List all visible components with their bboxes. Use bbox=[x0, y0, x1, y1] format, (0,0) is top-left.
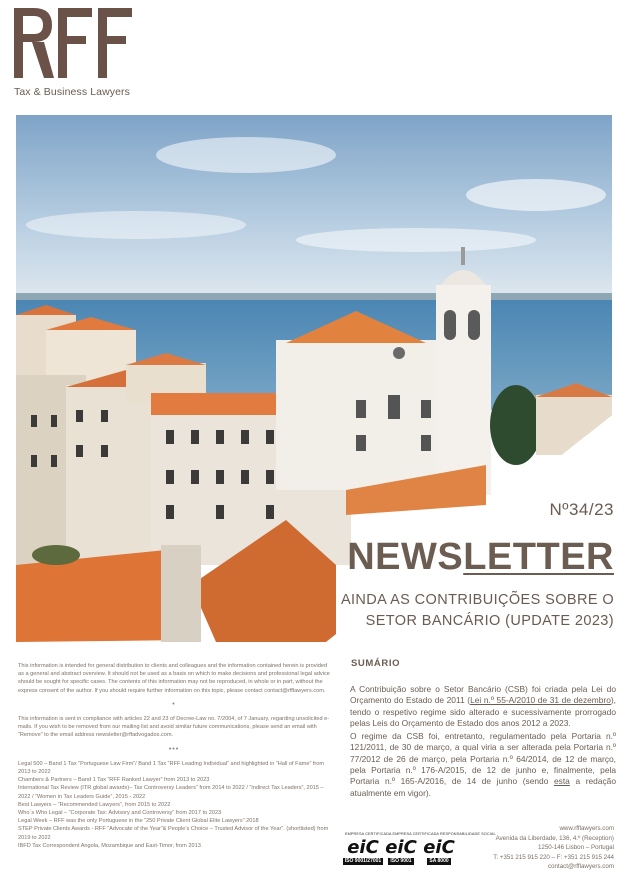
certification-caption: EMPRESA CERTIFICADA EMPRESA CERTIFICADA RESPONSABILIDADE SOCIAL bbox=[345, 832, 496, 836]
certification-standard: SA 8000 bbox=[429, 858, 449, 864]
certification-logos bbox=[344, 832, 496, 872]
award-item: Best Lawyers – “Recommended Lawyers”, from 2015 to 2022 bbox=[18, 801, 171, 808]
phone-fax: T: +351 215 915 220 – F: +351 215 915 244 bbox=[493, 853, 614, 861]
eic-logo-icon: eiC bbox=[423, 837, 455, 858]
award-item: Legal Week – RFF was the only Portuguese in the “250 Private Client Global Elite Lawyers” 2018 bbox=[18, 818, 259, 825]
subtitle-line-2: SETOR BANCÁRIO (UPDATE 2023) bbox=[365, 613, 614, 629]
eic-logo-icon: eiC bbox=[347, 837, 379, 858]
current-version-link[interactable]: esta bbox=[554, 776, 570, 787]
subtitle-line-1: AINDA AS CONTRIBUIÇÕES SOBRE O bbox=[340, 592, 614, 608]
eic-certification-badge bbox=[421, 838, 457, 868]
summary-p1-text-b: ), tendo o respetivo regime sido alterado e sucessivamente prorrogado pelas Leis do Orçamento de Estado dos anos 2012 a 2023. bbox=[350, 695, 616, 728]
logo-tagline: Tax & Business Lawyers bbox=[14, 86, 130, 98]
summary-p1-text-a: A Contribuição sobre o Setor Bancário (CSB) foi criada pela Lei do Orçamento do Estado de 2011 ( bbox=[350, 684, 616, 706]
award-item: International Tax Review (ITR global awards)– Tax Controversy Leaders” from 2014 to 2022 / “Indirect Tax Leaders”, 2015 – 2022 / “Women in Tax Leaders Guide”, 2015 - 2022 bbox=[18, 785, 324, 800]
title-part-news: NEWS bbox=[347, 536, 464, 578]
rff-logo-mark bbox=[14, 8, 132, 78]
eic-certification-badge bbox=[383, 838, 419, 868]
disclaimer-separator-1: • bbox=[172, 700, 176, 708]
eic-certification-badge bbox=[345, 838, 381, 868]
certification-standard: ISO 9001/27001 bbox=[344, 858, 382, 864]
award-item: Chambers & Partners – Band 1 Tax “RFF Ranked Lawyer” from 2013 to 2023 bbox=[18, 777, 210, 784]
award-item: Who´s Who Legal – “Corporate Tax: Advisory and Controversy” from 2017 to 2023 bbox=[18, 810, 222, 817]
certification-row bbox=[345, 838, 460, 868]
disclaimer-block bbox=[18, 662, 330, 850]
email-link[interactable]: contact@rfflawyers.com bbox=[548, 863, 614, 871]
issue-number: Nº34/23 bbox=[549, 500, 614, 519]
address-line-1: Avenida da Liberdade, 136, 4.º (Reception) bbox=[495, 834, 614, 842]
title-part-letter: LETTER bbox=[463, 536, 614, 578]
award-item: Legal 500 – Band 1 Tax “Portuguese Law Firm”/ Band 1 Tax “RFF Leading Individual” and highlighted in “Hall of Fame” from 2013 to 2022 bbox=[18, 760, 325, 776]
summary-body bbox=[350, 684, 616, 801]
summary-heading: SUMÁRIO bbox=[351, 658, 401, 669]
award-item: IBFD Tax Correspondent Angola, Mozambique and East-Timor, from 2013 bbox=[18, 842, 201, 849]
disclaimer-paragraph-1: This information is intended for general distribution to clients and colleagues and the information contained herein is provided as a general and abstract overview. It should not be used as a basis on which to make decisions and professional legal advice should be sought for specific cases. The contents of this information may not be reproduced, in whole or in part, without the express consent of the author. If you should require further information on this topic, please contact contact@rfflawyers.com. bbox=[18, 663, 330, 694]
law-link[interactable]: Lei n.º 55-A/2010 de 31 de dezembro bbox=[470, 695, 611, 706]
address-line-2: 1250-146 Lisbon – Portugal bbox=[537, 844, 614, 852]
summary-p2-text-a: O regime da CSB foi, entretanto, regulamentado pela Portaria n.º 121/2011, de 30 de março, a qual viria a ser alterada pela Portaria n.º 77/2012 de 26 de março, pela Portaria n.º 64/2014, de 12 de março, pela Portaria n.º 176-A/2015, de 12 de junho e, finalmente, pela Portaria n.º 165-A/2016, de 14 de junho (sendo bbox=[350, 731, 616, 787]
rff-logo bbox=[14, 8, 144, 98]
newsletter-title bbox=[347, 536, 614, 579]
website-link[interactable]: www.rfflawyers.com bbox=[559, 825, 614, 832]
summary-paragraph-2 bbox=[350, 731, 616, 799]
awards-list bbox=[18, 760, 330, 850]
summary-p2-text-b: a redação atualmente em vigor). bbox=[350, 776, 617, 798]
disclaimer-paragraph-2: This information is sent in compliance with articles 22 and 23 of Decree-Law no. 7/2004, of 7 January, regarding unsolicited e-mails. If you wish to be removed from our mailing list and avoid similar future communications, please send an email with “Remove” to the email address newsletter@rffadvogados.com. bbox=[18, 716, 330, 739]
award-item: STEP Private Clients Awards - RFF “Advocate of the Year”& People’s Choice – Trusted Advisor of the Year”. (shortlisted) from 2019 to 2022 bbox=[18, 826, 329, 841]
summary-paragraph-1 bbox=[350, 684, 616, 729]
contact-block bbox=[493, 824, 614, 872]
eic-logo-icon: eiC bbox=[385, 837, 417, 858]
certification-standard: ISO 9001 bbox=[390, 858, 412, 864]
newsletter-subtitle bbox=[304, 590, 614, 632]
disclaimer-separator-2: ••• bbox=[168, 745, 180, 753]
